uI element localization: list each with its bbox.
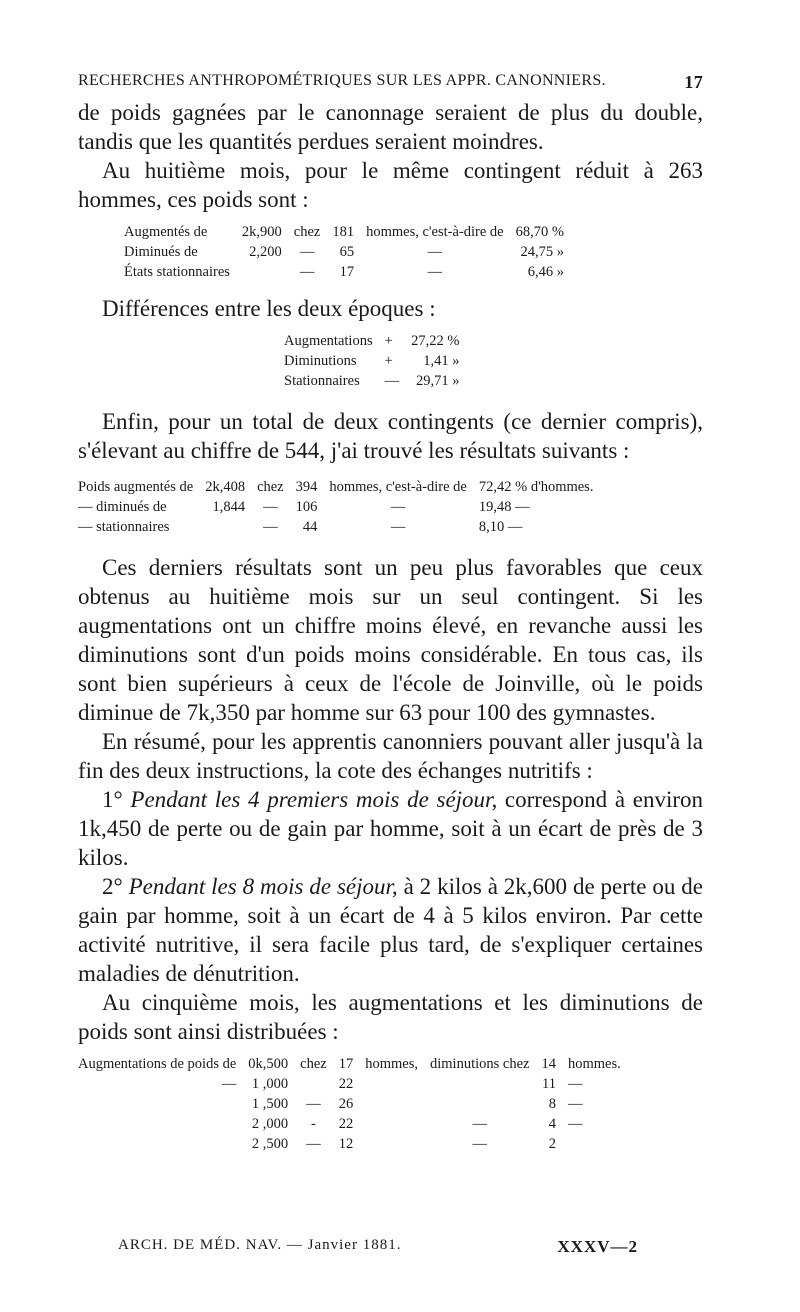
table-row: Augmentations de poids de 0k,500 chez 17 hommes, diminutions chez 14 hommes. [78, 1056, 621, 1072]
journal-reference: ARCH. DE MÉD. NAV. — Janvier 1881. [118, 1237, 402, 1253]
paragraph: Enfin, pour un total de deux contingents (ce dernier compris), s'élevant au chiffre de 544, j'ai trouvé les résultats suivants : [78, 409, 703, 463]
table-row: Augmentations + 27,22 % [284, 333, 460, 349]
table-row: Poids augmentés de 2k,408 chez 394 hommes, c'est-à-dire de 72,42 % d'hommes. [78, 479, 594, 495]
stats-table-fifth-month [72, 1054, 627, 1154]
table-row: — diminués de 1,844 — 106 — 19,48 — [78, 499, 530, 515]
paragraph: Différences entre les deux époques : [102, 296, 436, 321]
list-item: 2° Pendant les 8 mois de séjour, à 2 kilos à 2k,600 de perte ou de gain par homme, soit à un écart de 4 à 5 kilos environ. Par cette activité nutritive, il sera facile plus tard, de s'expliquer certaines maladies de dénutrition. [78, 874, 704, 986]
table-row: — stationnaires — 44 — 8,10 — [78, 519, 523, 535]
paragraph: de poids gagnées par le canonnage seraient de plus du double, tandis que les quantités perdues seraient moindres. [78, 100, 703, 154]
running-header [78, 72, 703, 98]
stats-table-differences [278, 331, 465, 391]
signature-mark: XXXV—2 [557, 1237, 638, 1256]
stats-table-eighth-month [118, 222, 570, 282]
page [78, 72, 703, 1154]
table-row: Diminués de 2,200 — 65 — 24,75 » [124, 244, 564, 260]
paragraph: Au cinquième mois, les augmentations et les diminutions de poids sont ainsi distribuées : [78, 990, 703, 1044]
table-row: Stationnaires — 29,71 » [284, 373, 460, 389]
paragraph: En résumé, pour les apprentis canonniers pouvant aller jusqu'à la fin des deux instructions, la cote des échanges nutritifs : [78, 729, 703, 783]
table-row: Augmentés de 2k,900 chez 181 hommes, c'est-à-dire de 68,70 % [124, 224, 564, 240]
table-row: — 1 ,000 22 11 — [221, 1076, 583, 1092]
paragraph: Au huitième mois, pour le même contingent réduit à 263 hommes, ces poids sont : [78, 158, 703, 212]
list-item: 1° Pendant les 4 premiers mois de séjour, correspond à environ 1k,450 de perte ou de gain par homme, soit à un écart de près de 3 kilos. [78, 787, 704, 870]
page-footer [118, 1237, 638, 1257]
table-row: 2 ,000 - 22 — 4 — [251, 1116, 583, 1132]
table-row: 1 ,500 — 26 8 — [251, 1096, 583, 1112]
paragraph: Ces derniers résultats sont un peu plus favorables que ceux obtenus au huitième mois sur un seul contingent. Si les augmentations ont un chiffre moins élevé, en revanche aussi les diminutions sont d'un poids moins considérable. En tous cas, ils sont bien supérieurs à ceux de l'école de Joinville, où le poids diminue de 7k,350 par homme sur 63 pour 100 des gymnastes. [78, 555, 703, 725]
page-number: 17 [684, 72, 703, 92]
stats-table-total [72, 477, 599, 537]
running-title: RECHERCHES ANTHROPOMÉTRIQUES SUR LES APPR. CANONNIERS. [78, 72, 606, 89]
table-row: États stationnaires — 17 — 6,46 » [124, 264, 564, 280]
table-row: Diminutions + 1,41 » [284, 353, 460, 369]
table-row: 2 ,500 — 12 — 2 [251, 1136, 556, 1152]
